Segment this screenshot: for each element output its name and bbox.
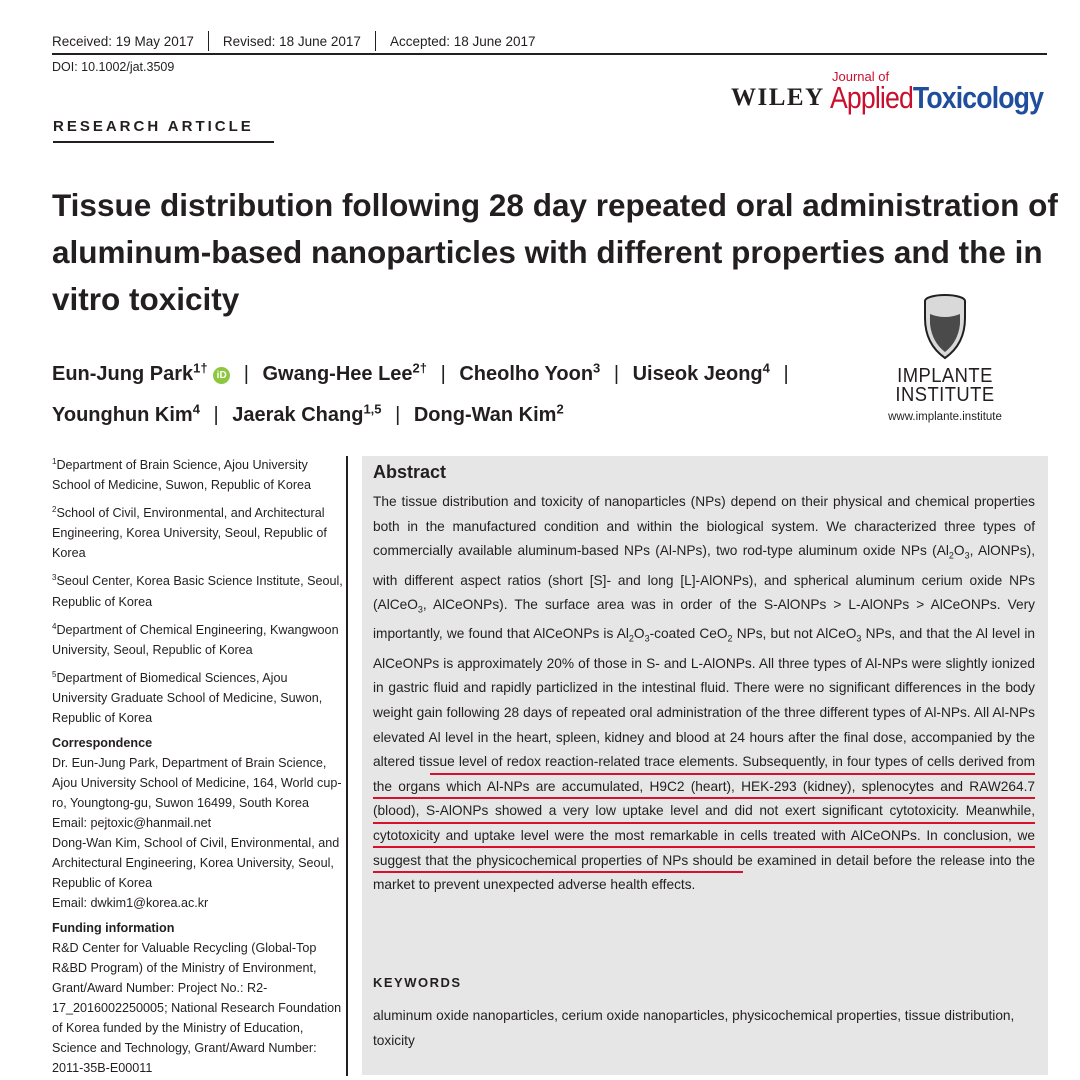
article-history	[52, 31, 536, 51]
affiliations	[52, 452, 344, 1078]
affiliation: $^5$Department of Biomedical Sciences, Ajou University Graduate School of Medicine, Suwon, Republic of Korea	[52, 669, 323, 725]
publisher-logo: WILEY	[731, 84, 825, 111]
column-divider	[346, 456, 348, 1076]
journal-of-label: Journal of	[832, 69, 890, 84]
author-separator: |	[783, 362, 789, 385]
correspondence-text: Dong-Wan Kim, School of Civil, Environmental, and Architectural Engineering, Korea University, Seoul, Republic of Korea	[52, 835, 340, 890]
keywords-heading: KEYWORDS	[373, 975, 462, 990]
divider	[375, 31, 376, 51]
correspondence-email[interactable]: Email: dwkim1@korea.ac.kr	[52, 895, 209, 910]
funding-heading: Funding information	[52, 920, 175, 935]
header-rule	[52, 53, 1047, 55]
correspondence-text: Dr. Eun-Jung Park, Department of Brain Science, Ajou University School of Medicine, 164, World cup-ro, Youngtong-gu, Suwon 16499, South Korea	[52, 755, 342, 810]
implante-institute-watermark	[880, 292, 1010, 423]
revised-date: Revised: 18 June 2017	[222, 33, 361, 49]
funding-text: R&D Center for Valuable Recycling (Global-Top R&BD Program) of the Ministry of Environment, Grant/Award Number: Project No.: R2-17_2016002250005; National Research Foundation of Korea funded by the Ministry of Education, Science and Technology, Grant/Award Number: 2011-35B-E00011	[52, 940, 342, 1075]
doi[interactable]: DOI: 10.1002/jat.3509	[52, 60, 175, 74]
author[interactable]: Jaerak Chang$^{1,5}$	[232, 401, 382, 427]
watermark-url[interactable]: www.implante.institute	[888, 411, 1002, 423]
highlight-underline	[373, 797, 1035, 799]
accepted-date: Accepted: 18 June 2017	[389, 33, 536, 49]
abstract-text: The tissue distribution and toxicity of nanoparticles (NPs) depend on their physical and chemical properties both in the manufactured condition and within the biological system. We characterized three types of commercially available aluminum-based NPs (Al-NPs), two rod-type aluminum oxide NPs ($Al_2O_3$, AlONPs), with different aspect ratios (short [S]- and long [L]-AlONPs), and spherical aluminum cerium oxide NPs (AlCeO$_3$, AlCeONPs). The surface area was in order of the S-AlONPs > L-AlONPs > AlCeONPs. Very importantly, we found that AlCeONPs is $Al_2O_3$-coated CeO$_2$ NPs, but not AlCeO$_3$ NPs, and that the Al level in AlCeONPs is approximately 20% of those in S- and L-AlONPs. All three types of Al-NPs were slightly ionized in gastric fluid and rapidly particlized in the intestinal fluid. There were no significant differences in the body weight gain following 28 days of repeated oral administration of the three different types of Al-NPs. All Al-NPs elevated Al level in the heart, spleen, kidney and blood at 24 hours after the final dose, accompanied by the altered tissue level of redox reaction-related trace elements. Subsequently, in four types of cells derived from the organs which Al-NPs are accumulated, H9C2 (heart), HEK-293 (kidney), splenocytes and RAW264.7 (blood), S-AlONPs showed a very low uptake level and did not exert significant cytotoxicity. Meanwhile, cytotoxicity and uptake level were the most remarkable in cells treated with AlCeONPs. In conclusion, we suggest that the physicochemical properties of NPs should be examined in detail before the release into the market to prevent unexpected adverse health effects.	[373, 494, 1035, 893]
affiliation: $^3$Seoul Center, Korea Basic Science Institute, Seoul, Republic of Korea	[52, 573, 343, 609]
affiliation: $^2$School of Civil, Environmental, and Architectural Engineering, Korea University, Seoul, Republic of Korea	[52, 505, 327, 561]
divider	[208, 31, 209, 51]
article-type: RESEARCH ARTICLE	[53, 118, 254, 135]
author[interactable]: Gwang-Hee Lee$^{2\dagger}$	[262, 360, 428, 385]
author[interactable]: Uiseok Jeong$^4$	[632, 360, 770, 385]
highlight-underline	[373, 822, 1035, 824]
received-date: Received: 19 May 2017	[52, 33, 194, 49]
affiliation: $^1$Department of Brain Science, Ajou University School of Medicine, Suwon, Republic of Korea	[52, 457, 312, 493]
author[interactable]: Younghun Kim$^4$	[52, 401, 200, 427]
correspondence-email[interactable]: Email: pejtoxic@hanmail.net	[52, 815, 212, 830]
journal-name-toxicology: Toxicology	[912, 80, 1044, 115]
keywords-text: aluminum oxide nanoparticles, cerium oxide nanoparticles, physicochemical properties, tissue distribution, toxicity	[373, 1008, 1015, 1048]
author-separator: |	[440, 362, 446, 385]
watermark-line2: INSTITUTE	[895, 384, 995, 406]
watermark-line1: IMPLANTE	[897, 365, 993, 387]
author-separator: |	[395, 404, 401, 427]
correspondence-heading: Correspondence	[52, 735, 153, 750]
author[interactable]: Cheolho Yoon$^3$	[459, 360, 601, 385]
author-separator: |	[213, 404, 219, 427]
author-separator: |	[243, 362, 249, 385]
author-separator: |	[613, 362, 620, 385]
author[interactable]: Eun-Jung Park$^{1\dagger}$	[52, 360, 208, 385]
journal-logo	[830, 80, 1043, 116]
highlight-underline	[430, 773, 1035, 775]
highlight-underline	[373, 846, 1035, 848]
journal-name-applied: Applied	[830, 80, 913, 115]
author[interactable]: Dong-Wan Kim$^2$	[413, 401, 564, 427]
affiliation: $^4$Department of Chemical Engineering, Kwangwoon University, Seoul, Republic of Korea	[52, 621, 339, 657]
article-title: Tissue distribution following 28 day repeated oral administration of aluminum-based nanoparticles with different properties and the in vitro toxicity	[52, 187, 1058, 317]
author-list	[52, 350, 882, 433]
article-type-rule	[53, 141, 274, 143]
orcid-icon[interactable]: iD	[213, 367, 230, 384]
abstract-heading: Abstract	[373, 462, 447, 482]
highlight-underline	[373, 871, 743, 873]
shield-icon	[920, 292, 970, 362]
